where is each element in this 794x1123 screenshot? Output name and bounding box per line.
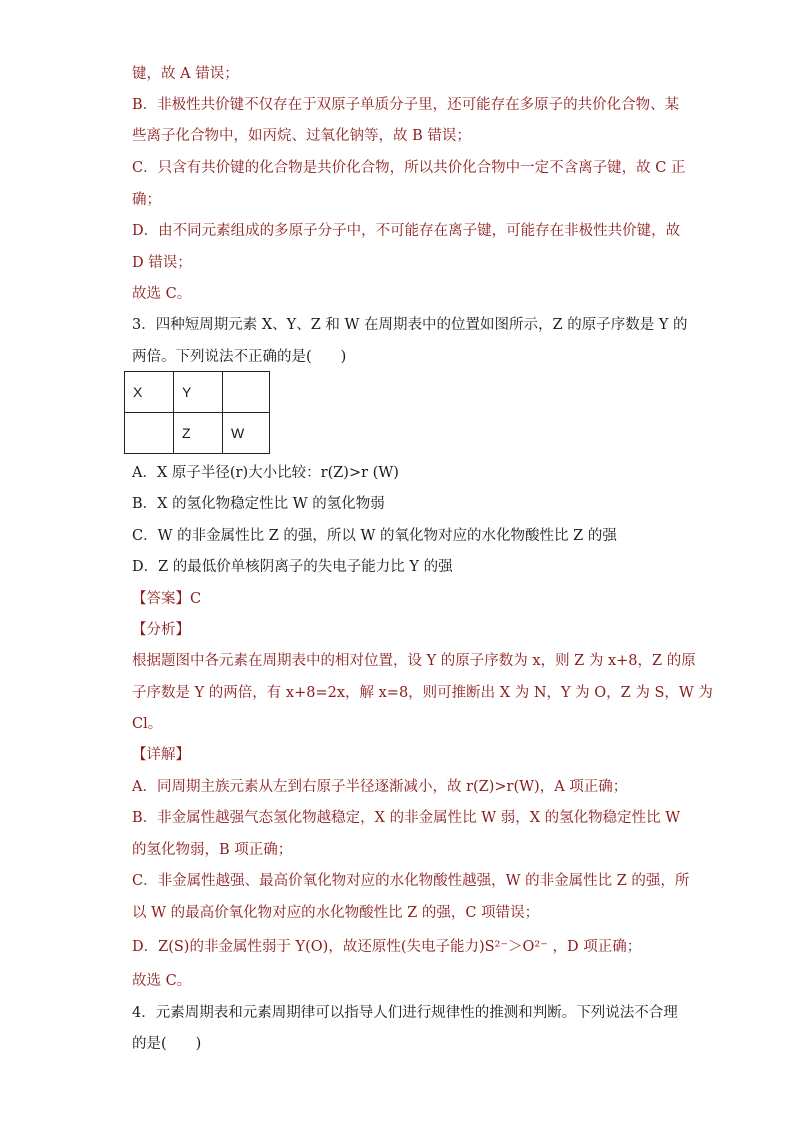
text-line: 【分析】 xyxy=(132,622,190,638)
text-line: 【详解】 xyxy=(132,747,190,763)
text-line: 的氢化物弱，B 项正确； xyxy=(132,842,293,858)
text-line: 子序数是 Y 的两倍，有 x+8=2x，解 x=8，则可推断出 X 为 N，Y 为 O，Z 为 S，W 为 xyxy=(132,685,713,701)
text-line: 确； xyxy=(132,192,161,208)
text-line: 故选 C。 xyxy=(132,286,192,302)
table-row xyxy=(125,413,270,454)
text-line: 键，故 A 错误； xyxy=(132,66,239,82)
table-cell: X xyxy=(125,372,174,413)
text-line: D．Z(S)的非金属性弱于 Y(O)，故还原性(失电子能力)S²⁻＞O²⁻ ，D 项正确； xyxy=(132,939,642,955)
text-line: Cl。 xyxy=(132,716,163,732)
text-line: D 错误； xyxy=(132,255,192,271)
text-line: 两倍。下列说法不正确的是( ) xyxy=(132,349,347,365)
table-cell: Y xyxy=(174,372,223,413)
text-line: 4．元素周期表和元素周期律可以指导人们进行规律性的推测和判断。下列说法不合理 xyxy=(132,1005,678,1021)
table-cell xyxy=(223,372,270,413)
text-line: 些离子化合物中，如丙烷、过氧化钠等，故 B 错误； xyxy=(132,128,471,144)
text-line: B．非极性共价键不仅存在于双原子单质分子里，还可能存在多原子的共价化合物、某 xyxy=(132,97,680,113)
table-cell: W xyxy=(223,413,270,454)
text-line: C．只含有共价键的化合物是共价化合物，所以共价化合物中一定不含离子键，故 C 正 xyxy=(132,160,686,176)
text-line: 以 W 的最高价氧化物对应的水化物酸性比 Z 的强，C 项错误； xyxy=(132,905,540,921)
text-line: C．非金属性越强、最高价氧化物对应的水化物酸性越强，W 的非金属性比 Z 的强，所 xyxy=(132,873,690,889)
text-line: 【答案】C xyxy=(132,591,202,607)
text-line: B．X 的氢化物稳定性比 W 的氢化物弱 xyxy=(132,496,385,512)
text-line: 的是( ) xyxy=(132,1036,202,1052)
text-line: D．由不同元素组成的多原子分子中，不可能存在离子键，可能存在非极性共价键，故 xyxy=(132,223,681,239)
text-line: D．Z 的最低价单核阴离子的失电子能力比 Y 的强 xyxy=(132,559,453,575)
text-line: 3．四种短周期元素 X、Y、Z 和 W 在周期表中的位置如图所示，Z 的原子序数是 Y 的 xyxy=(132,317,688,333)
text-line: C．W 的非金属性比 Z 的强，所以 W 的氧化物对应的水化物酸性比 Z 的强 xyxy=(132,528,617,544)
table-row xyxy=(125,372,270,413)
text-line: A．同周期主族元素从左到右原子半径逐渐减小，故 r(Z)>r(W)，A 项正确； xyxy=(132,779,628,795)
text-line: A．X 原子半径(r)大小比较：r(Z)>r (W) xyxy=(132,465,399,481)
table-cell: Z xyxy=(174,413,223,454)
text-line: 根据题图中各元素在周期表中的相对位置，设 Y 的原子序数为 x，则 Z 为 x+8，Z 的原 xyxy=(132,653,696,669)
periodic-position-table xyxy=(124,371,270,454)
text-line: B．非金属性越强气态氢化物越稳定，X 的非金属性比 W 弱，X 的氢化物稳定性比 W xyxy=(132,810,681,826)
table-cell xyxy=(125,413,174,454)
text-line: 故选 C。 xyxy=(132,973,192,989)
